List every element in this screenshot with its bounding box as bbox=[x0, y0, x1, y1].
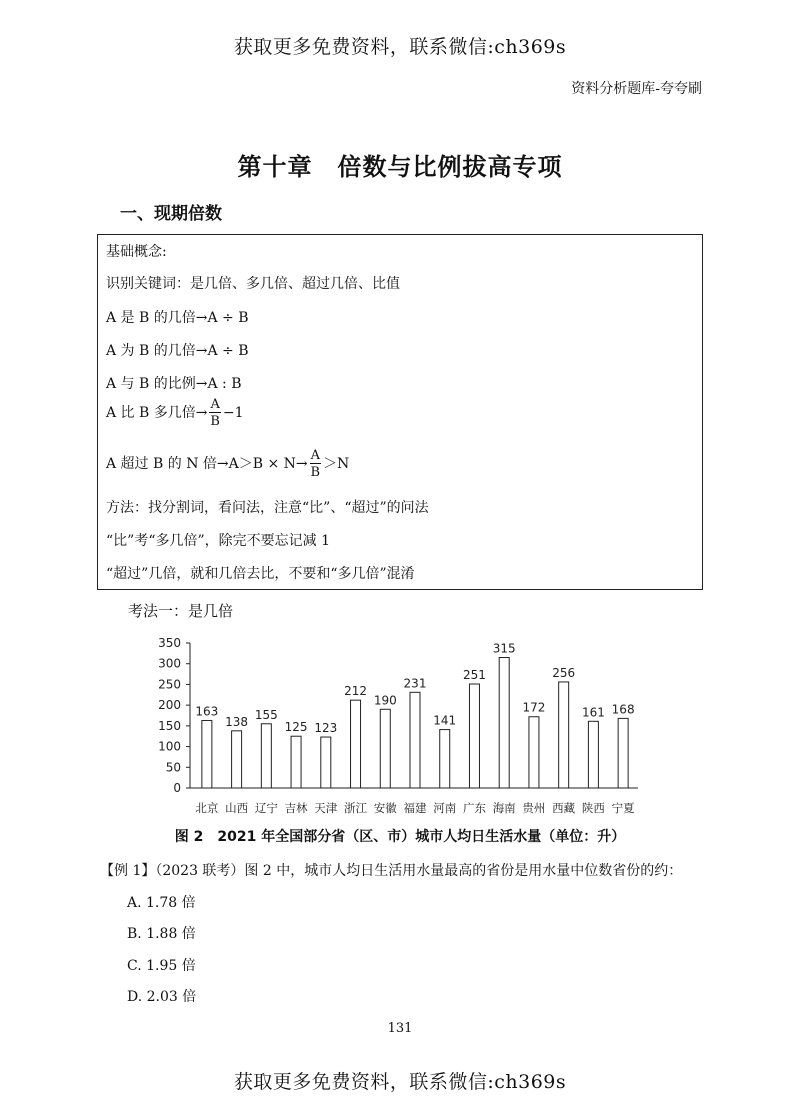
x-category-label: 北京 bbox=[195, 801, 219, 815]
y-tick-label: 350 bbox=[158, 636, 181, 650]
chart-caption: 图 2 2021 年全国部分省（区、市）城市人均日生活水量（单位：升） bbox=[174, 829, 626, 845]
bar-value-label: 231 bbox=[403, 676, 427, 691]
option-a[interactable]: A. 1.78 倍 bbox=[127, 895, 196, 911]
x-category-label: 河南 bbox=[433, 801, 457, 815]
bar bbox=[588, 721, 598, 788]
fraction-denominator: B bbox=[310, 465, 321, 480]
x-category-label: 辽宁 bbox=[254, 801, 278, 815]
x-category-label: 安徽 bbox=[373, 801, 397, 815]
y-tick-label: 0 bbox=[173, 781, 181, 795]
bar bbox=[261, 724, 271, 788]
bar-value-label: 251 bbox=[463, 668, 486, 683]
running-head: 资料分析题库-夸夸刷 bbox=[571, 81, 702, 97]
concept-line: 方法：找分割词，看问法，注意“比”、“超过”的问法 bbox=[106, 500, 429, 516]
fraction bbox=[209, 398, 220, 428]
bar bbox=[618, 718, 628, 788]
x-category-label: 福建 bbox=[403, 801, 427, 815]
x-category-label: 陕西 bbox=[581, 801, 605, 815]
fraction-denominator: B bbox=[210, 414, 220, 429]
concept-line: A 为 B 的几倍→A ÷ B bbox=[106, 343, 249, 359]
concept-line: “比”考“多几倍”，除完不要忘记减 1 bbox=[106, 533, 330, 549]
x-category-label: 贵州 bbox=[522, 801, 546, 815]
fraction bbox=[310, 449, 321, 479]
y-tick-label: 250 bbox=[158, 677, 181, 692]
bar bbox=[469, 684, 479, 788]
bar-value-label: 123 bbox=[314, 721, 338, 736]
x-category-label: 宁夏 bbox=[611, 801, 635, 815]
bar bbox=[202, 720, 212, 788]
bar-value-label: 141 bbox=[433, 713, 457, 728]
x-category-label: 吉林 bbox=[284, 801, 308, 815]
fraction-numerator: A bbox=[310, 448, 321, 463]
bar-value-label: 163 bbox=[195, 704, 219, 719]
line-prefix: A 比 B 多几倍→ bbox=[106, 405, 208, 421]
bar bbox=[559, 682, 569, 788]
concept-line: 基础概念: bbox=[106, 244, 167, 260]
x-category-label: 山西 bbox=[225, 801, 249, 815]
bar-value-label: 212 bbox=[344, 684, 367, 699]
x-category-label: 西藏 bbox=[552, 801, 576, 815]
bar bbox=[440, 730, 450, 788]
bar-value-label: 125 bbox=[284, 720, 308, 735]
concept-line: A 是 B 的几倍→A ÷ B bbox=[106, 310, 249, 326]
x-category-label: 广东 bbox=[462, 801, 486, 815]
page-number: 131 bbox=[387, 1021, 413, 1036]
x-category-label: 天津 bbox=[314, 801, 338, 815]
fraction-numerator: A bbox=[210, 397, 220, 412]
concept-line: “超过”几倍，就和几倍去比，不要和“多几倍”混淆 bbox=[106, 566, 415, 582]
bar-chart bbox=[150, 632, 650, 822]
line-suffix: ＞N bbox=[323, 456, 350, 472]
section-title: 一、现期倍数 bbox=[120, 204, 222, 224]
top-banner: 获取更多免费资料，联系微信:ch369s bbox=[233, 36, 567, 58]
chapter-title: 第十章 倍数与比例拔高专项 bbox=[237, 152, 563, 181]
bar-value-label: 172 bbox=[522, 700, 546, 715]
bar bbox=[529, 717, 539, 788]
method-label: 考法一：是几倍 bbox=[128, 602, 234, 620]
bar-value-label: 168 bbox=[611, 702, 635, 717]
option-c[interactable]: C. 1.95 倍 bbox=[127, 958, 196, 974]
bar bbox=[380, 709, 390, 788]
concept-line-fraction bbox=[106, 449, 349, 479]
bottom-banner: 获取更多免费资料，联系微信:ch369s bbox=[233, 1071, 567, 1093]
bar-value-label: 315 bbox=[492, 641, 516, 656]
bar bbox=[410, 692, 420, 788]
concept-line: 识别关键词：是几倍、多几倍、超过几倍、比值 bbox=[106, 276, 400, 292]
bar bbox=[499, 658, 509, 789]
bar-value-label: 190 bbox=[373, 693, 397, 708]
y-tick-label: 150 bbox=[158, 718, 181, 733]
concept-line-fraction bbox=[106, 398, 244, 428]
bar-value-label: 138 bbox=[225, 714, 249, 729]
example-stem: 【例 1】（2023 联考）图 2 中，城市人均日生活用水量最高的省份是用水量中位数省份的约： bbox=[100, 863, 683, 879]
y-tick-label: 200 bbox=[158, 698, 181, 713]
line-prefix: A 超过 B 的 N 倍→A＞B × N→ bbox=[106, 456, 308, 472]
y-tick-label: 300 bbox=[158, 656, 181, 671]
concept-box bbox=[97, 234, 703, 590]
line-suffix: −1 bbox=[222, 405, 244, 421]
bar-value-label: 256 bbox=[552, 665, 576, 680]
option-b[interactable]: B. 1.88 倍 bbox=[127, 926, 196, 942]
x-category-label: 海南 bbox=[492, 801, 516, 815]
x-category-label: 浙江 bbox=[344, 801, 368, 815]
y-tick-label: 100 bbox=[158, 739, 181, 754]
y-tick-label: 50 bbox=[165, 760, 181, 775]
bar bbox=[351, 700, 361, 788]
bar-value-label: 161 bbox=[581, 705, 605, 720]
bar-value-label: 155 bbox=[254, 707, 278, 722]
option-d[interactable]: D. 2.03 倍 bbox=[127, 989, 197, 1005]
bar bbox=[321, 737, 331, 788]
bar bbox=[232, 731, 242, 788]
bar bbox=[291, 736, 301, 788]
concept-line: A 与 B 的比例→A : B bbox=[106, 376, 242, 392]
